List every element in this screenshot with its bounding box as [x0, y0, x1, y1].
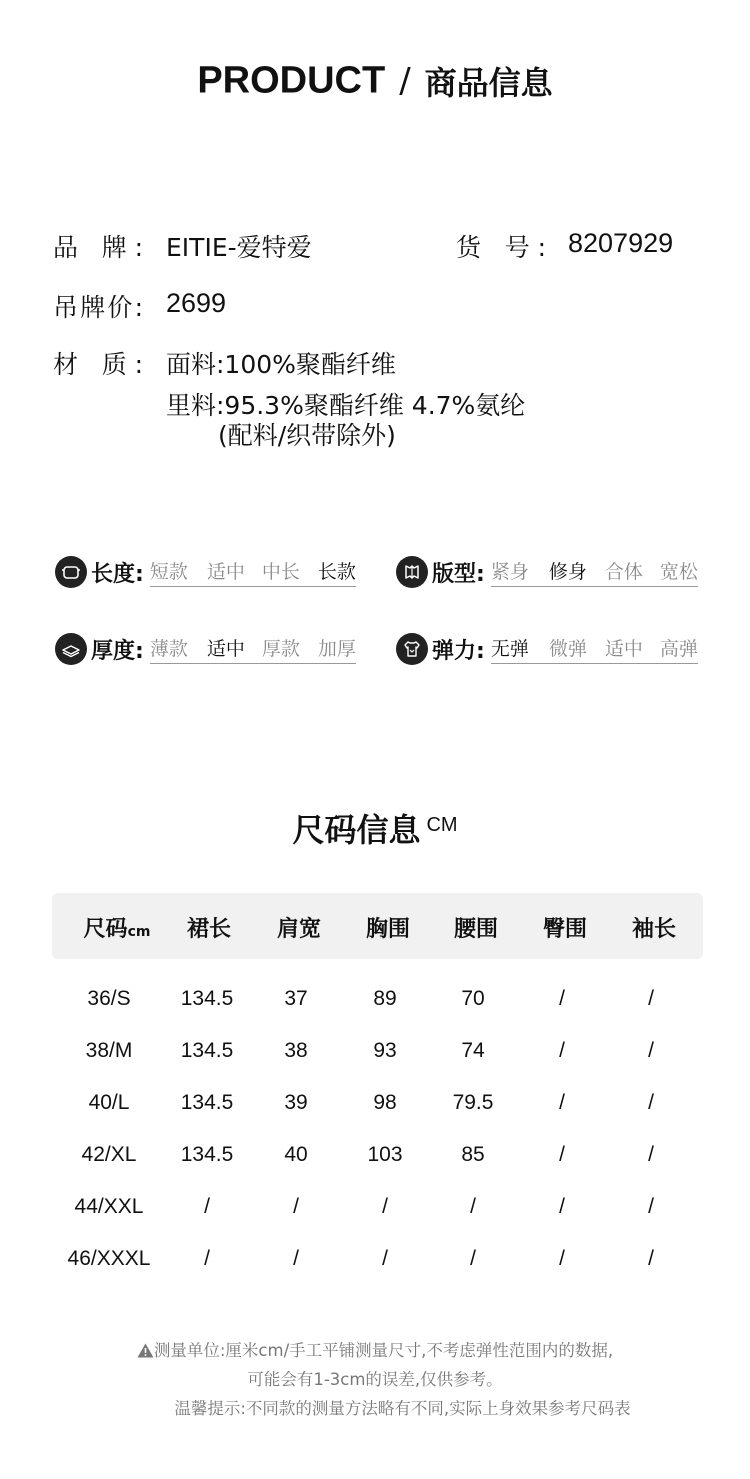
cell-size: 40/L — [88, 1091, 130, 1114]
cell-waist: 85 — [461, 1143, 485, 1166]
cell-skirt-length: 134.5 — [180, 1091, 234, 1114]
cell-shoulder: 37 — [284, 987, 308, 1010]
attr-length — [55, 555, 356, 589]
note-line-1: 测量单位:厘米cm/手工平铺测量尺寸,不考虑弹性范围内的数据, — [0, 1337, 750, 1361]
material-label: 材 质: — [53, 350, 143, 379]
attr-fit-name: 版型: — [432, 561, 485, 587]
cell-size: 46/XXXL — [67, 1247, 151, 1270]
thickness-option-thin: 薄款 — [149, 638, 188, 660]
cell-hip: / — [559, 987, 565, 1010]
table-row — [52, 1195, 703, 1225]
cell-sleeve: / — [648, 1247, 654, 1270]
attr-fit — [396, 555, 698, 589]
cell-chest: / — [382, 1195, 388, 1218]
brand-value: EITIE-爱特爱 — [166, 233, 312, 262]
header-chest: 胸围 — [365, 917, 411, 942]
header-sleeve: 袖长 — [631, 917, 677, 942]
length-option-long: 长款 — [317, 561, 356, 583]
cell-hip: / — [559, 1247, 565, 1270]
table-row — [52, 1039, 703, 1069]
cell-chest: 103 — [367, 1143, 403, 1166]
cell-waist: 79.5 — [452, 1091, 494, 1114]
header-size: 尺码cm — [83, 917, 151, 942]
cell-skirt-length: 134.5 — [180, 1039, 234, 1062]
cell-sleeve: / — [648, 1091, 654, 1114]
header-separator: / — [399, 61, 411, 101]
table-row — [52, 1143, 703, 1173]
cell-chest: 98 — [373, 1091, 397, 1114]
cell-shoulder: 40 — [284, 1143, 308, 1166]
fit-option-tight: 紧身 — [490, 561, 529, 583]
table-row — [52, 987, 703, 1017]
elasticity-option-none: 无弹 — [490, 638, 529, 660]
thickness-option-medium: 适中 — [206, 638, 245, 660]
fit-option-regular: 合体 — [604, 561, 643, 583]
elasticity-option-slight: 微弹 — [548, 638, 587, 660]
cell-waist: 70 — [461, 987, 485, 1010]
cell-hip: / — [559, 1143, 565, 1166]
length-option-medium: 适中 — [206, 561, 245, 583]
cell-size: 36/S — [87, 987, 131, 1010]
attr-thickness-options — [150, 634, 356, 664]
cell-size: 42/XL — [81, 1143, 137, 1166]
dress-length-icon — [55, 556, 87, 588]
warning-icon — [137, 1341, 154, 1360]
sku-label: 货 号: — [456, 233, 546, 262]
cell-chest: / — [382, 1247, 388, 1270]
cell-hip: / — [559, 1039, 565, 1062]
attr-elasticity — [396, 632, 698, 666]
brand-label: 品 牌: — [53, 233, 143, 262]
header-shoulder: 肩宽 — [276, 917, 322, 942]
attr-length-options — [150, 557, 356, 587]
elasticity-option-medium: 适中 — [604, 638, 643, 660]
cell-hip: / — [559, 1091, 565, 1114]
attr-fit-options — [491, 557, 698, 587]
size-title-unit: CM — [426, 814, 458, 836]
shirt-stretch-icon — [396, 633, 428, 665]
page-header — [0, 58, 750, 104]
size-section-title — [0, 805, 750, 851]
fit-option-slim: 修身 — [548, 561, 587, 583]
fabric-layer-icon — [55, 633, 87, 665]
cell-shoulder: 38 — [284, 1039, 308, 1062]
cell-waist: / — [470, 1195, 476, 1218]
cell-waist: / — [470, 1247, 476, 1270]
cell-skirt-length: / — [204, 1195, 210, 1218]
header-skirt-length: 裙长 — [186, 917, 232, 942]
attr-length-name: 长度: — [91, 561, 144, 587]
cell-sleeve: / — [648, 987, 654, 1010]
cell-size: 38/M — [85, 1039, 133, 1062]
attr-thickness-name: 厚度: — [91, 638, 144, 664]
cell-skirt-length: / — [204, 1247, 210, 1270]
table-row — [52, 1247, 703, 1277]
header-hip: 臀围 — [542, 917, 588, 942]
cell-hip: / — [559, 1195, 565, 1218]
thickness-option-thick: 厚款 — [261, 638, 300, 660]
material-line1: 面料:100%聚酯纤维 — [166, 350, 396, 379]
cell-chest: 89 — [373, 987, 397, 1010]
cell-size: 44/XXL — [74, 1195, 144, 1218]
cell-chest: 93 — [373, 1039, 397, 1062]
attr-elasticity-options — [491, 634, 698, 664]
silhouette-icon — [396, 556, 428, 588]
cell-shoulder: / — [293, 1195, 299, 1218]
fit-option-loose: 宽松 — [659, 561, 698, 583]
cell-waist: 74 — [461, 1039, 485, 1062]
note-line-3: 温馨提示:不同款的测量方法略有不同,实际上身效果参考尺码表 — [174, 1399, 631, 1418]
header-title-cn: 商品信息 — [424, 64, 553, 102]
cell-skirt-length: 134.5 — [180, 1143, 234, 1166]
length-option-midlong: 中长 — [261, 561, 300, 583]
thickness-option-extra-thick: 加厚 — [317, 638, 356, 660]
cell-sleeve: / — [648, 1039, 654, 1062]
attr-elasticity-name: 弹力: — [432, 638, 485, 664]
size-title-text: 尺码信息 — [292, 811, 421, 849]
cell-sleeve: / — [648, 1143, 654, 1166]
size-table-header — [52, 893, 703, 959]
length-option-short: 短款 — [149, 561, 188, 583]
header-waist: 腰围 — [453, 917, 499, 942]
table-row — [52, 1091, 703, 1121]
note-line-2: 可能会有1-3cm的误差,仅供参考。 — [247, 1370, 503, 1389]
cell-shoulder: 39 — [284, 1091, 308, 1114]
elasticity-option-high: 高弹 — [659, 638, 698, 660]
material-line2: 里料:95.3%聚酯纤维 4.7%氨纶 — [166, 391, 526, 420]
material-line3: (配料/织带除外) — [218, 421, 396, 450]
price-label: 吊牌价: — [53, 293, 143, 322]
cell-skirt-length: 134.5 — [180, 987, 234, 1010]
header-size-unit: cm — [127, 924, 151, 940]
sku-value: 8207929 — [568, 228, 674, 258]
price-value: 2699 — [166, 288, 227, 318]
header-title-en: PRODUCT — [197, 59, 386, 102]
attr-thickness — [55, 632, 356, 666]
cell-shoulder: / — [293, 1247, 299, 1270]
cell-sleeve: / — [648, 1195, 654, 1218]
